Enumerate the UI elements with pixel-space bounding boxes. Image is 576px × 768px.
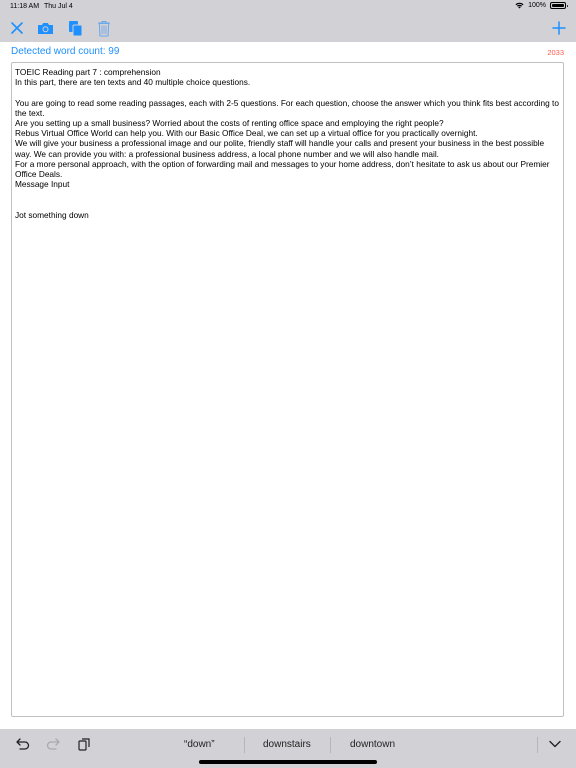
editor-line: Are you setting up a small business? Worried about the costs of renting office space and employing the right people? <box>15 118 444 129</box>
editor-line: You are going to read some reading passages, each with 2-5 questions. For each question, choose the answer which you think fits best according to the text. <box>15 97 562 118</box>
undo-icon <box>16 738 30 750</box>
suggestion-divider <box>330 737 331 753</box>
editor-line <box>15 200 560 210</box>
suggestion-1[interactable]: “down” <box>184 739 215 750</box>
editor-line: In this part, there are ten texts and 40 multiple choice questions. <box>15 77 251 88</box>
battery-fill <box>552 4 564 7</box>
suggestion-divider <box>244 737 245 753</box>
suggestion-divider <box>537 737 538 753</box>
status-time: 11:18 AM <box>10 3 40 10</box>
chevron-down-icon <box>549 740 561 748</box>
editor-line: We will give your business a professional image and our polite, friendly staff will handle your calls and present your business in the best possible way. We can provide you with: a professional business address, a local phone number and we will also handle mail. <box>15 138 547 159</box>
editor-line: TOEIC Reading part 7 : comprehension <box>15 67 161 77</box>
char-count-label: 2033 <box>547 48 564 57</box>
suggestion-2[interactable]: downstairs <box>263 739 311 750</box>
battery-icon <box>550 2 566 9</box>
editor-line: Message Input <box>15 179 70 190</box>
plus-icon <box>552 21 566 35</box>
wifi-icon <box>515 2 524 9</box>
battery-percent: 100% <box>528 2 546 9</box>
editor-line: Jot something down <box>15 209 89 220</box>
close-icon <box>10 21 24 35</box>
trash-button[interactable] <box>93 18 115 38</box>
editor-line: For a more personal approach, with the option of forwarding mail and messages to your home address, don’t hesitate to ask us about our Premier Office Deals. <box>15 158 552 180</box>
camera-icon <box>37 22 54 35</box>
status-date: Thu Jul 4 <box>44 3 73 10</box>
editor-line <box>15 189 560 199</box>
status-bar <box>0 0 576 14</box>
text-editor[interactable] <box>11 62 564 717</box>
hide-keyboard-button[interactable] <box>545 735 565 753</box>
editor-line <box>15 87 560 97</box>
undo-button[interactable] <box>13 735 33 753</box>
trash-icon <box>97 20 111 37</box>
redo-button[interactable] <box>43 735 63 753</box>
close-button[interactable] <box>6 18 28 38</box>
redo-icon <box>46 738 60 750</box>
keyboard-paste-button[interactable] <box>74 735 94 753</box>
camera-button[interactable] <box>34 18 56 38</box>
paste-icon <box>78 738 90 751</box>
paste-button[interactable] <box>64 18 86 38</box>
suggestion-3[interactable]: downtown <box>350 739 396 750</box>
status-right <box>515 2 566 9</box>
add-button[interactable] <box>548 18 570 38</box>
paste-icon <box>68 20 83 37</box>
home-indicator <box>199 760 377 764</box>
toolbar <box>0 14 576 42</box>
editor-line: Rebus Virtual Office World can help you. With our Basic Office Deal, we can set up a virtual office for you practically overnight. <box>15 128 478 139</box>
word-count-label: Detected word count: 99 <box>11 46 120 57</box>
